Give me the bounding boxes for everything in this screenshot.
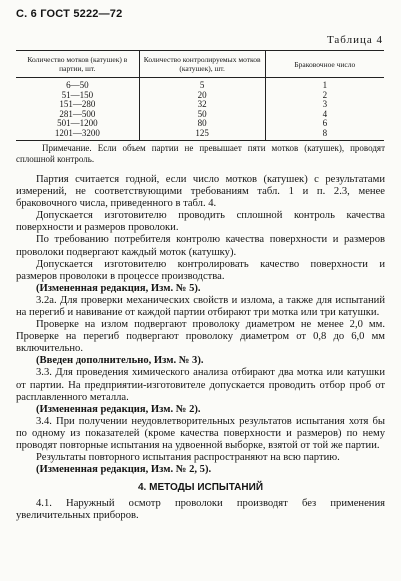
column-header-lot-size: Количество мотков (катушек) в партии, шт. xyxy=(16,51,139,78)
paragraph-lot-acceptance: Партия считается годной, если число мотков (катушек) с результатами измерений, не соответствующими требованиям табл. 1 и п. 2.3, менее браковочного числа, приведенного в табл. 4. xyxy=(16,173,385,210)
cell-reject-number: 8 xyxy=(265,129,384,140)
cell-lot-size: 501—1200 xyxy=(57,118,98,129)
cell-sample-count: 50 xyxy=(139,110,265,120)
cell-sample-count: 125 xyxy=(139,129,265,140)
table-label: Таблица 4 xyxy=(326,34,383,46)
amendment-note: (Измененная редакция, Изм. № 2, 5). xyxy=(36,464,212,476)
table-row xyxy=(16,78,384,91)
cell-sample-count: 32 xyxy=(139,100,265,110)
cell-lot-size: 51—150 xyxy=(61,89,94,100)
column-header-sample-count: Количество контролируемых мотков (катушек), шт. xyxy=(139,51,265,78)
page-header xyxy=(16,8,385,46)
section-heading: 4. МЕТОДЫ ИСПЫТАНИЙ xyxy=(138,482,263,494)
cell-reject-number: 3 xyxy=(265,100,384,110)
paragraph-4-1: 4.1. Наружный осмотр проволоки производят без применения увеличительных приборов. xyxy=(16,498,385,522)
amendment-note: (Введен дополнительно, Изм. № 3). xyxy=(36,355,204,367)
paragraph-3-3: 3.3. Для проведения химического анализа отбирают два мотка или катушки от партии. На предприятии-изготовителе допускается проводить отбор проб от расплавленного металла. xyxy=(16,367,385,403)
cell-sample-count: 80 xyxy=(139,119,265,129)
document-code: С. 6 ГОСТ 5222—72 xyxy=(16,8,123,20)
paragraph-customer-request: По требованию потребителя контролю качества поверхности и размеров проволоки подвергают каждый моток (катушку). xyxy=(16,234,385,258)
cell-lot-size: 6—50 xyxy=(66,80,89,90)
body-text xyxy=(16,174,385,476)
table-row xyxy=(16,129,384,140)
cell-reject-number: 4 xyxy=(265,110,384,120)
cell-sample-count: 5 xyxy=(139,78,265,91)
paragraph-3-2a: 3.2а. Для проверки механических свойств и излома, а также для испытаний на перегиб и навивание от каждой партии отбирают три мотка или три катушки. xyxy=(16,294,385,318)
cell-lot-size: 1201—3200 xyxy=(16,129,139,140)
cell-lot-size: 151—280 xyxy=(59,99,96,110)
cell-reject-number: 6 xyxy=(265,119,384,129)
paragraph-break-test: Проверке на излом подвергают проволоку диаметром не менее 2,0 мм. Проверке на перегиб подвергают проволоку диаметром от 0,8 до 6,0 мм включительно. xyxy=(16,319,385,355)
paragraph-process-control: Допускается изготовителю контролировать качество поверхности и размеров проволоки в процессе производства. xyxy=(16,258,385,282)
sample-size-table xyxy=(16,50,384,141)
cell-reject-number: 1 xyxy=(265,78,384,91)
cell-sample-count: 20 xyxy=(139,91,265,101)
column-header-reject-number: Браковочное число xyxy=(265,51,384,78)
cell-lot-size: 281—500 xyxy=(59,108,96,119)
amendment-note: (Измененная редакция, Изм. № 2). xyxy=(36,403,201,415)
paragraph-full-inspection: Допускается изготовителю проводить сплошной контроль качества поверхности и размеров проволоки. xyxy=(16,210,385,234)
paragraph-retest-results: Результаты повторного испытания распространяют на всю партию. xyxy=(36,452,340,464)
table-note: Примечание. Если объем партии не превышает пяти мотков (катушек), проводят сплошной контроль. xyxy=(16,142,385,164)
amendment-note: (Измененная редакция, Изм. № 5). xyxy=(36,282,201,294)
table-header-row xyxy=(16,51,384,78)
cell-reject-number: 2 xyxy=(265,91,384,101)
paragraph-3-4: 3.4. При получении неудовлетворительных результатов испытания хотя бы по одному из показателей (кроме качества поверхности и размеров) по нему проводят повторные испытания на удвоенной выборке, взятой от той же партии. xyxy=(16,415,385,452)
